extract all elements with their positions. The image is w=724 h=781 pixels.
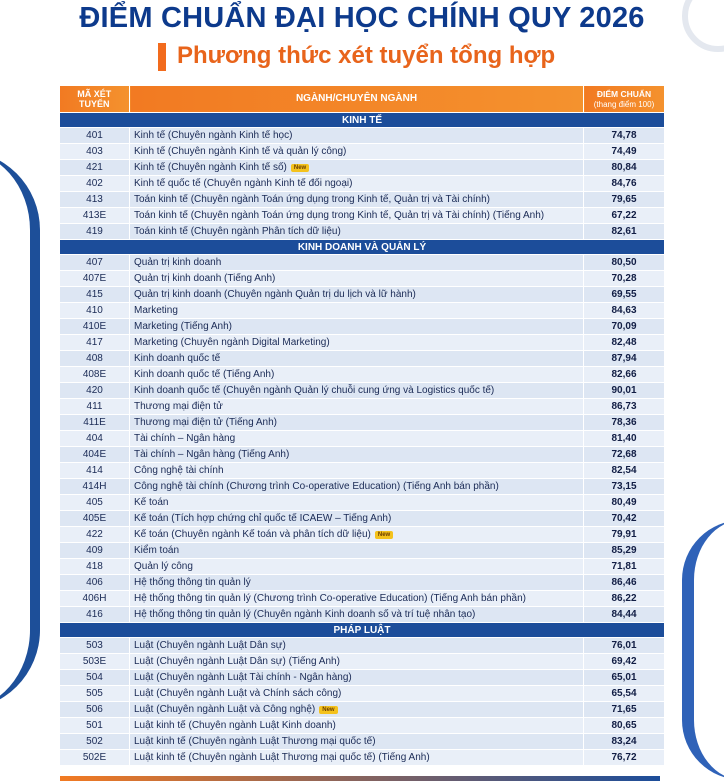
cell-major bbox=[130, 495, 584, 511]
cell-major bbox=[130, 415, 584, 431]
new-badge: New bbox=[291, 164, 309, 172]
cell-code: 403 bbox=[60, 144, 130, 160]
cell-major bbox=[130, 367, 584, 383]
cell-score: 78,36 bbox=[584, 415, 665, 431]
table-row bbox=[60, 591, 665, 607]
cell-score: 74,49 bbox=[584, 144, 665, 160]
cell-major bbox=[130, 463, 584, 479]
table-row bbox=[60, 638, 665, 654]
cell-score: 79,65 bbox=[584, 192, 665, 208]
table-row bbox=[60, 415, 665, 431]
cell-major bbox=[130, 559, 584, 575]
cell-code: 502E bbox=[60, 750, 130, 766]
cell-code: 503E bbox=[60, 654, 130, 670]
cell-score: 82,66 bbox=[584, 367, 665, 383]
cell-major bbox=[130, 607, 584, 623]
major-label: Công nghệ tài chính bbox=[134, 465, 224, 476]
cell-major bbox=[130, 335, 584, 351]
major-label: Quản trị kinh doanh (Tiếng Anh) bbox=[134, 273, 276, 284]
major-label: Kinh tế quốc tế (Chuyên ngành Kinh tế đối ngoại) bbox=[134, 178, 353, 189]
cell-major bbox=[130, 670, 584, 686]
table-row bbox=[60, 319, 665, 335]
section-row bbox=[60, 623, 665, 638]
major-label: Quản lý công bbox=[134, 561, 193, 572]
cell-score: 84,76 bbox=[584, 176, 665, 192]
table-row bbox=[60, 511, 665, 527]
table-row bbox=[60, 399, 665, 415]
section-title: KINH DOANH VÀ QUẢN LÝ bbox=[60, 240, 665, 255]
table-row bbox=[60, 208, 665, 224]
column-header-score-title: ĐIỂM CHUẨN bbox=[596, 88, 652, 99]
cell-score: 90,01 bbox=[584, 383, 665, 399]
major-label: Toán kinh tế (Chuyên ngành Phân tích dữ liệu) bbox=[134, 226, 341, 237]
table-row bbox=[60, 559, 665, 575]
cell-score: 80,65 bbox=[584, 718, 665, 734]
table-row bbox=[60, 224, 665, 240]
table-row bbox=[60, 367, 665, 383]
major-label: Luật (Chuyên ngành Luật và Công nghệ) bbox=[134, 704, 316, 715]
table-row bbox=[60, 271, 665, 287]
cell-code: 411 bbox=[60, 399, 130, 415]
cell-score: 82,61 bbox=[584, 224, 665, 240]
table-row bbox=[60, 702, 665, 718]
cell-code: 407 bbox=[60, 255, 130, 271]
cell-code: 408E bbox=[60, 367, 130, 383]
cell-score: 72,68 bbox=[584, 447, 665, 463]
cell-score: 80,84 bbox=[584, 160, 665, 176]
table-row bbox=[60, 335, 665, 351]
cell-major bbox=[130, 351, 584, 367]
cell-major bbox=[130, 591, 584, 607]
cell-code: 506 bbox=[60, 702, 130, 718]
cell-major bbox=[130, 399, 584, 415]
page-subtitle: Phương thức xét tuyển tổng hợp bbox=[177, 42, 556, 69]
cell-major bbox=[130, 718, 584, 734]
major-label: Marketing (Chuyên ngành Digital Marketing) bbox=[134, 337, 330, 348]
cell-code: 416 bbox=[60, 607, 130, 623]
major-label: Kế toán (Tích hợp chứng chỉ quốc tế ICAEW – Tiếng Anh) bbox=[134, 513, 392, 524]
table-row bbox=[60, 686, 665, 702]
major-label: Marketing (Tiếng Anh) bbox=[134, 321, 233, 332]
new-badge: New bbox=[375, 531, 393, 539]
cell-code: 501 bbox=[60, 718, 130, 734]
decorative-left-arc bbox=[0, 150, 40, 710]
table-row bbox=[60, 734, 665, 750]
new-badge: New bbox=[319, 706, 337, 714]
cell-major bbox=[130, 479, 584, 495]
cell-score: 81,40 bbox=[584, 431, 665, 447]
cell-score: 71,65 bbox=[584, 702, 665, 718]
table-row bbox=[60, 160, 665, 176]
cell-code: 413 bbox=[60, 192, 130, 208]
cell-score: 70,28 bbox=[584, 271, 665, 287]
cell-score: 79,91 bbox=[584, 527, 665, 543]
decorative-right-arc bbox=[682, 520, 724, 780]
cell-score: 65,54 bbox=[584, 686, 665, 702]
cell-score: 80,49 bbox=[584, 495, 665, 511]
cell-major bbox=[130, 192, 584, 208]
cell-major bbox=[130, 271, 584, 287]
cell-code: 413E bbox=[60, 208, 130, 224]
cell-major bbox=[130, 638, 584, 654]
column-header-score bbox=[584, 86, 665, 113]
major-label: Quản trị kinh doanh (Chuyên ngành Quản trị du lịch và lữ hành) bbox=[134, 289, 416, 300]
cell-score: 84,44 bbox=[584, 607, 665, 623]
cell-score: 80,50 bbox=[584, 255, 665, 271]
table-row bbox=[60, 192, 665, 208]
subtitle-accent-bar bbox=[158, 43, 166, 71]
cell-code: 421 bbox=[60, 160, 130, 176]
major-label: Marketing bbox=[134, 305, 178, 316]
major-label: Tài chính – Ngân hàng (Tiếng Anh) bbox=[134, 449, 290, 460]
cell-code: 504 bbox=[60, 670, 130, 686]
table-header-row bbox=[60, 86, 665, 113]
table-row bbox=[60, 144, 665, 160]
cell-score: 82,54 bbox=[584, 463, 665, 479]
section-title: KINH TẾ bbox=[60, 113, 665, 128]
cell-score: 70,42 bbox=[584, 511, 665, 527]
major-label: Kiểm toán bbox=[134, 545, 180, 556]
cell-code: 415 bbox=[60, 287, 130, 303]
major-label: Hệ thống thông tin quản lý (Chuyên ngành Kinh doanh số và trí tuệ nhân tạo) bbox=[134, 609, 476, 620]
table-row bbox=[60, 303, 665, 319]
cell-major bbox=[130, 511, 584, 527]
cell-score: 84,63 bbox=[584, 303, 665, 319]
cell-score: 65,01 bbox=[584, 670, 665, 686]
table-row bbox=[60, 447, 665, 463]
cell-major bbox=[130, 287, 584, 303]
cell-major bbox=[130, 543, 584, 559]
cell-code: 422 bbox=[60, 527, 130, 543]
cell-major bbox=[130, 575, 584, 591]
cell-major bbox=[130, 383, 584, 399]
table-row bbox=[60, 527, 665, 543]
cell-score: 82,48 bbox=[584, 335, 665, 351]
major-label: Toán kinh tế (Chuyên ngành Toán ứng dụng trong Kinh tế, Quản trị và Tài chính) bbox=[134, 194, 491, 205]
cell-major bbox=[130, 527, 584, 543]
cell-major bbox=[130, 255, 584, 271]
section-row bbox=[60, 240, 665, 255]
table-row bbox=[60, 383, 665, 399]
table-row bbox=[60, 351, 665, 367]
table-row bbox=[60, 575, 665, 591]
table-row bbox=[60, 718, 665, 734]
cell-score: 69,42 bbox=[584, 654, 665, 670]
cell-score: 87,94 bbox=[584, 351, 665, 367]
column-header-code: MÃ XÉT TUYỂN bbox=[60, 86, 130, 113]
cell-code: 418 bbox=[60, 559, 130, 575]
major-label: Hệ thống thông tin quản lý (Chương trình Co-operative Education) (Tiếng Anh bán phần) bbox=[134, 593, 527, 604]
bottom-accent-bar bbox=[60, 776, 660, 781]
major-label: Tài chính – Ngân hàng bbox=[134, 433, 236, 444]
table-row bbox=[60, 255, 665, 271]
major-label: Luật kinh tế (Chuyên ngành Luật Thương mại quốc tế) bbox=[134, 736, 376, 747]
score-table bbox=[59, 86, 665, 766]
cell-major bbox=[130, 303, 584, 319]
cell-score: 76,72 bbox=[584, 750, 665, 766]
cell-major bbox=[130, 128, 584, 144]
cell-score: 76,01 bbox=[584, 638, 665, 654]
table-row bbox=[60, 670, 665, 686]
table-row bbox=[60, 287, 665, 303]
major-label: Kinh tế (Chuyên ngành Kinh tế học) bbox=[134, 130, 293, 141]
cell-score: 86,46 bbox=[584, 575, 665, 591]
cell-code: 401 bbox=[60, 128, 130, 144]
cell-score: 67,22 bbox=[584, 208, 665, 224]
cell-code: 402 bbox=[60, 176, 130, 192]
table-row bbox=[60, 431, 665, 447]
cell-score: 74,78 bbox=[584, 128, 665, 144]
cell-code: 404 bbox=[60, 431, 130, 447]
cell-major bbox=[130, 431, 584, 447]
table-row bbox=[60, 654, 665, 670]
column-header-major: NGÀNH/CHUYÊN NGÀNH bbox=[130, 86, 584, 113]
section-title: PHÁP LUẬT bbox=[60, 623, 665, 638]
major-label: Kinh doanh quốc tế bbox=[134, 353, 221, 364]
cell-code: 503 bbox=[60, 638, 130, 654]
cell-score: 83,24 bbox=[584, 734, 665, 750]
cell-major bbox=[130, 176, 584, 192]
major-label: Luật (Chuyên ngành Luật và Chính sách công) bbox=[134, 688, 342, 699]
cell-major bbox=[130, 750, 584, 766]
cell-code: 409 bbox=[60, 543, 130, 559]
major-label: Luật (Chuyên ngành Luật Dân sự) bbox=[134, 640, 286, 651]
cell-code: 406 bbox=[60, 575, 130, 591]
cell-major bbox=[130, 686, 584, 702]
cell-major bbox=[130, 319, 584, 335]
cell-code: 410E bbox=[60, 319, 130, 335]
major-label: Luật (Chuyên ngành Luật Tài chính - Ngân hàng) bbox=[134, 672, 352, 683]
cell-score: 86,22 bbox=[584, 591, 665, 607]
cell-major bbox=[130, 144, 584, 160]
page-title: ĐIỂM CHUẨN ĐẠI HỌC CHÍNH QUY 2026 bbox=[79, 2, 645, 34]
major-label: Kế toán (Chuyên ngành Kế toán và phân tích dữ liệu) bbox=[134, 529, 371, 540]
cell-score: 73,15 bbox=[584, 479, 665, 495]
cell-code: 405 bbox=[60, 495, 130, 511]
cell-major bbox=[130, 447, 584, 463]
cell-major bbox=[130, 734, 584, 750]
major-label: Toán kinh tế (Chuyên ngành Toán ứng dụng trong Kinh tế, Quản trị và Tài chính) (Tiếng Anh) bbox=[134, 210, 545, 221]
cell-code: 419 bbox=[60, 224, 130, 240]
cell-code: 411E bbox=[60, 415, 130, 431]
major-label: Kinh doanh quốc tế (Chuyên ngành Quản lý chuỗi cung ứng và Logistics quốc tế) bbox=[134, 385, 495, 396]
table-row bbox=[60, 543, 665, 559]
cell-major bbox=[130, 654, 584, 670]
cell-code: 406H bbox=[60, 591, 130, 607]
cell-code: 417 bbox=[60, 335, 130, 351]
cell-code: 505 bbox=[60, 686, 130, 702]
cell-code: 414 bbox=[60, 463, 130, 479]
table-row bbox=[60, 479, 665, 495]
table-body bbox=[60, 113, 665, 766]
major-label: Luật (Chuyên ngành Luật Dân sự) (Tiếng Anh) bbox=[134, 656, 340, 667]
cell-score: 70,09 bbox=[584, 319, 665, 335]
cell-score: 85,29 bbox=[584, 543, 665, 559]
major-label: Thương mại điện tử (Tiếng Anh) bbox=[134, 417, 277, 428]
cell-code: 414H bbox=[60, 479, 130, 495]
section-row bbox=[60, 113, 665, 128]
cell-code: 407E bbox=[60, 271, 130, 287]
cell-major bbox=[130, 208, 584, 224]
cell-code: 405E bbox=[60, 511, 130, 527]
major-label: Kinh tế (Chuyên ngành Kinh tế và quản lý công) bbox=[134, 146, 347, 157]
major-label: Công nghệ tài chính (Chương trình Co-operative Education) (Tiếng Anh bán phần) bbox=[134, 481, 499, 492]
column-header-score-scale: (thang điểm 100) bbox=[593, 99, 655, 109]
table-row bbox=[60, 176, 665, 192]
cell-code: 502 bbox=[60, 734, 130, 750]
major-label: Kế toán bbox=[134, 497, 169, 508]
table-row bbox=[60, 607, 665, 623]
major-label: Kinh doanh quốc tế (Tiếng Anh) bbox=[134, 369, 275, 380]
table-row bbox=[60, 463, 665, 479]
cell-major bbox=[130, 224, 584, 240]
table-row bbox=[60, 128, 665, 144]
table-row bbox=[60, 495, 665, 511]
major-label: Hệ thống thông tin quản lý bbox=[134, 577, 251, 588]
major-label: Kinh tế (Chuyên ngành Kinh tế số) bbox=[134, 162, 287, 173]
cell-score: 69,55 bbox=[584, 287, 665, 303]
major-label: Luật kinh tế (Chuyên ngành Luật Thương mại quốc tế) (Tiếng Anh) bbox=[134, 752, 430, 763]
cell-code: 408 bbox=[60, 351, 130, 367]
cell-code: 420 bbox=[60, 383, 130, 399]
table-row bbox=[60, 750, 665, 766]
cell-score: 71,81 bbox=[584, 559, 665, 575]
major-label: Thương mại điện tử bbox=[134, 401, 223, 412]
major-label: Quản trị kinh doanh bbox=[134, 257, 222, 268]
cell-major bbox=[130, 160, 584, 176]
cell-code: 404E bbox=[60, 447, 130, 463]
cell-code: 410 bbox=[60, 303, 130, 319]
major-label: Luật kinh tế (Chuyên ngành Luật Kinh doanh) bbox=[134, 720, 336, 731]
cell-score: 86,73 bbox=[584, 399, 665, 415]
cell-major bbox=[130, 702, 584, 718]
